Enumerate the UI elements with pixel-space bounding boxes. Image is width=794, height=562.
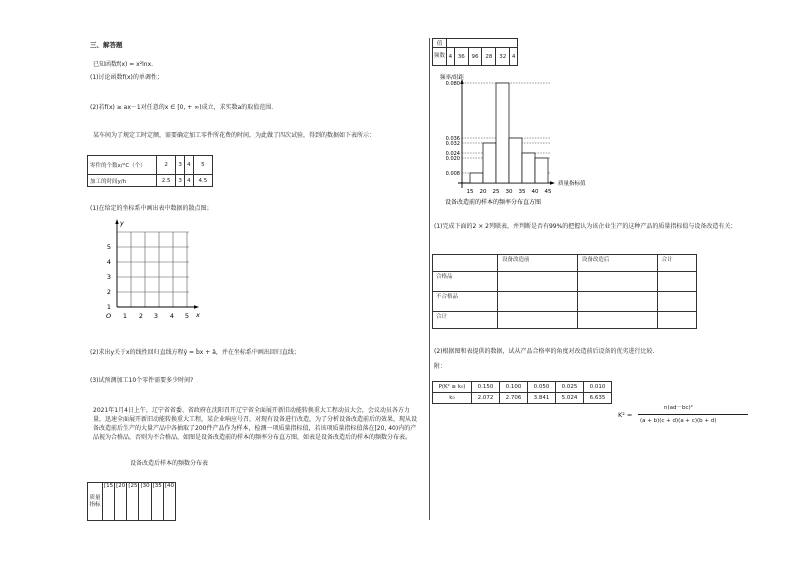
hist-bar (470, 173, 483, 183)
k-table-row1-label: P(K² ≥ k₀) (433, 382, 472, 393)
p-value-cell: 0.150 (472, 382, 500, 393)
q2-part2: (2)求出y关于x的线性回归直线方程ŷ = b̂x + â，并在坐标系中画出回归直线； (90, 349, 300, 356)
hist-x-tick: 25 (492, 189, 500, 195)
q3-freq-table-left (87, 482, 176, 521)
k-value-cell: 5.024 (556, 393, 584, 404)
contingency-cell[interactable] (577, 292, 657, 312)
formula-denominator: (a + b)(c + d)(a + c)(b + d) (640, 418, 717, 424)
contingency-row-label: 合格品 (433, 272, 498, 292)
histogram-caption: 设备改造前的样本的频率分布直方图 (445, 199, 542, 206)
x-tick: 2 (138, 312, 144, 320)
interval-cell: [15 (103, 483, 115, 521)
hist-x-tick: 40 (531, 189, 539, 195)
hist-bar (522, 153, 535, 183)
hist-y-tick: 0.024 (445, 151, 460, 157)
q2-y-cell: 2.5 (157, 175, 176, 187)
y-tick: 4 (106, 258, 112, 266)
hist-x-tick: 20 (479, 189, 487, 195)
k-value-cell: 2.706 (500, 393, 528, 404)
interval-cell: [35 (151, 483, 163, 521)
contingency-header (433, 255, 498, 272)
hist-bar (535, 158, 548, 183)
hist-bar (509, 138, 522, 183)
contingency-table (432, 254, 697, 329)
y-axis-arrow (115, 219, 118, 224)
contingency-cell[interactable] (498, 272, 578, 292)
y-tick: 1 (106, 303, 112, 311)
count-cell: 4 (447, 48, 455, 66)
q2-x-cell: 2 (157, 156, 176, 175)
coordinate-grid (100, 216, 204, 324)
hist-x-tick: 45 (544, 189, 552, 195)
hist-x-arrow (550, 181, 555, 184)
p-value-cell: 0.025 (556, 382, 584, 393)
hist-x-label: 质量指标值 (558, 181, 586, 187)
formula-left: K² = (618, 411, 633, 419)
interval-cell: [30 (139, 483, 151, 521)
q2-part3: (3)试预测加工10个零件需要多少时间? (90, 377, 194, 384)
contingency-row-label: 不合格品 (433, 292, 498, 312)
contingency-header: 设备改造后 (577, 255, 657, 272)
fraction-bar (638, 414, 748, 415)
contingency-header: 合计 (657, 255, 696, 272)
q2-part1: (1)在给定的坐标系中画出表中数据的散点图； (90, 205, 213, 212)
p-value-cell: 0.010 (584, 382, 612, 393)
contingency-cell[interactable] (577, 272, 657, 292)
contingency-row-label: 合计 (433, 312, 498, 329)
x-axis-arrow (194, 305, 199, 308)
x-tick: 4 (169, 312, 175, 320)
interval-cell: [20 (115, 483, 127, 521)
hist-y-tick: 0.080 (445, 81, 460, 87)
freq-count-label: 频数 (433, 48, 447, 66)
x-tick: 1 (122, 312, 128, 320)
q3-note: 附： (434, 363, 447, 370)
freq-table-header: 质量指标 (88, 483, 103, 521)
k-value-cell: 2.072 (472, 393, 500, 404)
q3-part2: (2)根据图和表提供的数据，试从产品合格率的角度对改造前后设备的优劣进行比较. (434, 348, 655, 355)
contingency-cell[interactable] (657, 312, 696, 329)
count-cell: 28 (482, 48, 496, 66)
x-tick: 5 (184, 312, 190, 320)
k-value-cell: 3.841 (528, 393, 556, 404)
section-title: 三、解答题 (90, 41, 123, 49)
contingency-cell[interactable] (657, 272, 696, 292)
q2-stem: 某车间为了规定工时定额，需要确定加工零件所花费的时间，为此做了四次试验，得到的数据如下表所示： (93, 132, 376, 139)
hist-x-tick: 35 (518, 189, 526, 195)
y-tick: 3 (106, 273, 112, 281)
q2-row2-label: 加工的时间y/h (88, 175, 157, 187)
hist-y-tick: 0.032 (445, 141, 460, 147)
hist-y-tick: 0.020 (445, 156, 460, 162)
q2-y-cell: 3 (176, 175, 185, 187)
contingency-cell[interactable] (498, 292, 578, 312)
count-cell: 96 (468, 48, 482, 66)
count-cell: 4 (510, 48, 518, 66)
interval-cell: [40 (163, 483, 175, 521)
histogram-chart (430, 72, 610, 214)
chi-square-formula (618, 404, 753, 428)
q2-y-cell: 4 (184, 175, 193, 187)
q2-data-table (87, 155, 213, 187)
q2-x-cell: 3 (176, 156, 185, 175)
contingency-header: 设备改造前 (498, 255, 578, 272)
hist-x-tick: 15 (466, 189, 474, 195)
origin-label: O (106, 312, 112, 320)
q1-part1: (1)讨论函数f(x)的单调性； (90, 74, 163, 81)
x-axis-label: x (196, 311, 200, 319)
k-critical-table (432, 381, 612, 404)
contingency-cell[interactable] (577, 312, 657, 329)
hist-bar (483, 143, 496, 183)
q3-table-caption: 设备改造后样本的频数分布表 (130, 460, 209, 467)
count-cell: 36 (454, 48, 468, 66)
y-tick: 2 (106, 288, 112, 296)
hist-y-label: 频率/组距 (440, 75, 464, 81)
count-cell: 32 (496, 48, 510, 66)
hist-y-tick: 0.008 (445, 171, 460, 177)
q3-stem: 2021年1月4日上午，辽宁省省委、省政府在沈阳召开辽宁省全面展开新旧动能转换重大工程动员大会，会议动员各方力量，迅速全面展开新旧动能转换重大工程，某企业响应号召，对现有设备进行改造，为了分析设备改造前后的效果，现从设备改造前后生产的大量产品中各抽取了200件产品作为样本，检测一项质量指标值，若该项质量指标值落在[20, 40)内的产品视为合格品，否则为不合格品，如图是设备改造前的样本的频率分布直方图，如表是设备改造后的样本的频数分布表。 (93, 407, 418, 441)
x-tick: 3 (153, 312, 159, 320)
hist-bar (496, 83, 509, 183)
q1-part2: (2)若f(x) ≥ ax－1对任意的x ∈ [0, + ∞)成立，求实数a的取值范围. (90, 104, 274, 111)
k-table-row2-label: k₀ (433, 393, 472, 404)
q2-x-cell: 4 (184, 156, 193, 175)
contingency-cell[interactable] (657, 292, 696, 312)
formula-numerator: n(ad－bc)² (664, 405, 693, 411)
q3-freq-table-right (432, 38, 518, 66)
hist-x-tick: 30 (505, 189, 513, 195)
p-value-cell: 0.100 (500, 382, 528, 393)
k-value-cell: 6.635 (584, 393, 612, 404)
q2-x-cell: 5 (193, 156, 212, 175)
y-axis-label: y (120, 219, 124, 227)
contingency-cell[interactable] (498, 312, 578, 329)
y-tick: 5 (106, 243, 112, 251)
q3-part1: (1)完成下面的2 × 2列联表，并判断是否有99%的把握认为该企业生产的这种产品的质量指标值与设备改造有关； (434, 223, 737, 230)
q2-row1-label: 零件的个数x/°C（个） (88, 156, 157, 175)
q1-stem: 已知函数f(x) = x²lnx. (93, 61, 154, 68)
hist-y-tick: 0.036 (445, 136, 460, 142)
interval-cell: [25 (127, 483, 139, 521)
p-value-cell: 0.050 (528, 382, 556, 393)
q2-y-cell: 4.5 (193, 175, 212, 187)
freq-table-header-cont: 值 (433, 39, 447, 48)
